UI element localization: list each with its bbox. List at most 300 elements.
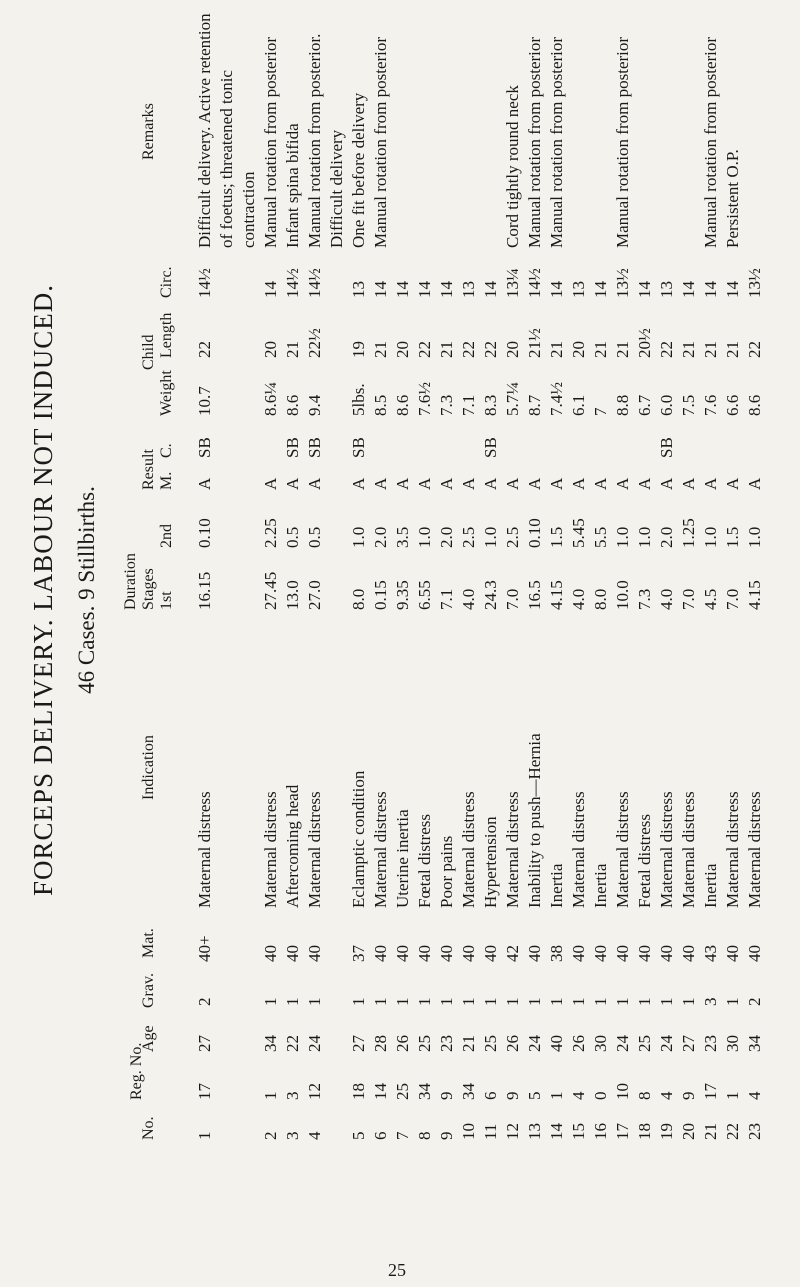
- cell-result-c: SB: [349, 437, 368, 458]
- cell-result-m: A: [525, 477, 544, 490]
- cell-no: 11: [481, 1123, 500, 1140]
- cell-mat: 37: [349, 945, 368, 962]
- cell-circ: 14: [723, 281, 742, 298]
- cell-result-c: SB: [283, 437, 302, 458]
- cell-no: 23: [745, 1123, 764, 1140]
- cell-no: 21: [701, 1123, 720, 1140]
- cell-stage1: 8.0: [591, 588, 610, 610]
- cell-no: 17: [613, 1123, 632, 1140]
- cell-age: 23: [701, 1035, 720, 1052]
- cell-result-m: A: [437, 477, 456, 490]
- cell-stage2: 1.0: [349, 526, 368, 548]
- cell-length: 20: [503, 341, 522, 358]
- cell-weight: 7.1: [459, 394, 478, 416]
- cell-mat: 43: [701, 945, 720, 962]
- cell-stage1: 7.3: [635, 588, 654, 610]
- cell-no: 18: [635, 1123, 654, 1140]
- cell-mat: 40: [415, 945, 434, 962]
- cell-length: 21½: [525, 328, 544, 358]
- cell-length: 21: [613, 341, 632, 358]
- cell-grav: 1: [261, 997, 280, 1006]
- cell-mat: 40: [481, 945, 500, 962]
- header-weight: Weight: [158, 370, 175, 416]
- cell-stage2: 2.5: [459, 526, 478, 548]
- cell-reg: 25: [393, 1083, 412, 1100]
- cell-stage2: 1.0: [635, 526, 654, 548]
- cell-reg: 9: [437, 1091, 456, 1100]
- cell-grav: 1: [349, 997, 368, 1006]
- cell-no: 13: [525, 1123, 544, 1140]
- cell-circ: 14: [415, 281, 434, 298]
- header-c: C.: [158, 443, 175, 458]
- cell-circ: 13: [657, 281, 676, 298]
- cell-length: 20: [569, 341, 588, 358]
- cell-reg: 3: [283, 1091, 302, 1100]
- cell-weight: 7.6: [701, 394, 720, 416]
- cell-grav: 1: [283, 997, 302, 1006]
- cell-no: 14: [547, 1123, 566, 1140]
- cell-result-m: A: [635, 477, 654, 490]
- cell-stage1: 16.5: [525, 580, 544, 610]
- cell-age: 25: [415, 1035, 434, 1052]
- table-row: [746, 20, 764, 1140]
- header-grav: Grav.: [140, 973, 157, 1008]
- cell-stage2: 2.0: [657, 526, 676, 548]
- table-row: [504, 20, 522, 1140]
- header-circ: Circ.: [158, 266, 175, 298]
- cell-circ: 14: [437, 281, 456, 298]
- cell-stage2: 0.10: [525, 518, 544, 548]
- cell-result-c: SB: [481, 437, 500, 458]
- cell-reg: 14: [371, 1083, 390, 1100]
- cell-remarks: One fit before delivery: [349, 92, 368, 248]
- cell-result-m: A: [261, 477, 280, 490]
- cell-mat: 40: [283, 945, 302, 962]
- cell-stage2: 0.5: [305, 526, 324, 548]
- cell-remarks: Manual rotation from posterior: [525, 36, 544, 248]
- cell-length: 21: [283, 341, 302, 358]
- cell-grav: 1: [591, 997, 610, 1006]
- cell-circ: 14: [547, 281, 566, 298]
- cell-length: 21: [547, 341, 566, 358]
- cell-length: 21: [679, 341, 698, 358]
- cell-stage1: 4.0: [657, 588, 676, 610]
- cell-age: 25: [635, 1035, 654, 1052]
- cell-weight: 7.4½: [547, 382, 566, 416]
- cell-stage2: 2.0: [437, 526, 456, 548]
- cell-age: 27: [679, 1035, 698, 1052]
- table-row: [306, 20, 324, 1140]
- cell-indication: Eclamptic condition: [349, 770, 368, 908]
- header-m: M.: [158, 471, 175, 490]
- cell-no: 16: [591, 1123, 610, 1140]
- cell-age: 26: [393, 1035, 412, 1052]
- table-row: [614, 20, 632, 1140]
- table-row: [350, 20, 368, 1140]
- cell-weight: 8.6: [283, 394, 302, 416]
- cell-circ: 14: [261, 281, 280, 298]
- cell-indication: Uterine inertia: [393, 809, 412, 908]
- cell-stage2: 3.5: [393, 526, 412, 548]
- cell-reg: 12: [305, 1083, 324, 1100]
- header-duration: Duration: [122, 553, 139, 610]
- cell-no: 3: [283, 1131, 302, 1140]
- table-row: [482, 20, 500, 1140]
- cell-stage2: 5.45: [569, 518, 588, 548]
- cell-stage1: 27.45: [261, 571, 280, 610]
- cell-weight: 8.8: [613, 394, 632, 416]
- table-row: [702, 20, 720, 1140]
- cell-stage1: 7.0: [503, 588, 522, 610]
- cell-weight: 6.1: [569, 394, 588, 416]
- cell-no: 5: [349, 1131, 368, 1140]
- cell-grav: 1: [437, 997, 456, 1006]
- cell-result-m: A: [723, 477, 742, 490]
- cell-mat: 38: [547, 945, 566, 962]
- cell-reg: 0: [591, 1091, 610, 1100]
- cell-indication: Aftercoming head: [283, 784, 302, 908]
- page-number: 25: [388, 1260, 406, 1280]
- cell-indication: Maternal distress: [261, 791, 280, 908]
- cell-grav: 1: [393, 997, 412, 1006]
- cell-reg: 17: [701, 1083, 720, 1100]
- cell-stage2: 1.0: [745, 526, 764, 548]
- cell-circ: 14: [371, 281, 390, 298]
- cell-result-m: A: [569, 477, 588, 490]
- cell-stage1: 8.0: [349, 588, 368, 610]
- cell-weight: 6.0: [657, 394, 676, 416]
- cell-result-c: SB: [195, 437, 214, 458]
- cell-length: 20: [393, 341, 412, 358]
- cell-remarks: Cord tightly round neck: [503, 85, 522, 248]
- cell-result-m: A: [657, 477, 676, 490]
- cell-grav: 1: [481, 997, 500, 1006]
- cell-indication: Maternal distress: [305, 791, 324, 908]
- cell-age: 24: [525, 1035, 544, 1052]
- cell-mat: 40: [305, 945, 324, 962]
- cell-remarks: Manual rotation from posterior: [701, 36, 720, 248]
- header-stages: Stages: [140, 568, 157, 610]
- cell-no: 7: [393, 1131, 412, 1140]
- cell-stage1: 7.0: [679, 588, 698, 610]
- cell-circ: 13: [569, 281, 588, 298]
- cell-remarks: Manual rotation from posterior: [547, 36, 566, 248]
- cell-reg: 1: [547, 1091, 566, 1100]
- cell-weight: 7.6½: [415, 382, 434, 416]
- cell-weight: 8.6: [745, 394, 764, 416]
- cell-result-c: SB: [657, 437, 676, 458]
- cell-length: 21: [723, 341, 742, 358]
- cell-grav: 1: [679, 997, 698, 1006]
- cell-length: 22: [481, 341, 500, 358]
- cell-mat: 40: [261, 945, 280, 962]
- cell-weight: 9.4: [305, 394, 324, 416]
- cell-weight: 7: [591, 407, 610, 416]
- cell-age: 24: [657, 1035, 676, 1052]
- table-row: [195, 13, 214, 1140]
- cell-circ: 13: [349, 281, 368, 298]
- cell-weight: 10.7: [195, 386, 214, 416]
- cell-stage1: 7.0: [723, 588, 742, 610]
- cell-length: 22: [195, 341, 214, 358]
- cell-indication: Inertia: [701, 863, 720, 908]
- cell-age: 28: [371, 1035, 390, 1052]
- cell-reg: 4: [745, 1091, 764, 1100]
- cell-grav: 1: [569, 997, 588, 1006]
- table-row: [460, 20, 478, 1140]
- cell-age: 34: [745, 1035, 764, 1052]
- cell-result-m: A: [547, 477, 566, 490]
- header-indication: Indication: [140, 735, 157, 800]
- cell-age: 26: [503, 1035, 522, 1052]
- cell-grav: 1: [635, 997, 654, 1006]
- cell-no: 22: [723, 1123, 742, 1140]
- cell-circ: 14: [393, 281, 412, 298]
- cell-circ: 14½: [525, 268, 544, 298]
- cell-no: 1: [195, 1131, 214, 1140]
- cell-indication: Inertia: [591, 863, 610, 908]
- cell-result-m: A: [393, 477, 412, 490]
- cell-weight: 8.6¼: [261, 382, 280, 416]
- cell-length: 22: [745, 341, 764, 358]
- header-first: 1st: [158, 591, 175, 610]
- cell-reg: 4: [657, 1091, 676, 1100]
- cell-stage2: 1.0: [415, 526, 434, 548]
- cell-reg: 6: [481, 1091, 500, 1100]
- cell-stage1: 4.0: [459, 588, 478, 610]
- cell-indication: Hypertension: [481, 816, 500, 908]
- cell-indication: Inertia: [547, 863, 566, 908]
- header-reg: Reg. No.: [128, 1042, 145, 1100]
- cell-result-m: A: [349, 477, 368, 490]
- cell-no: 10: [459, 1123, 478, 1140]
- cell-mat: 40: [459, 945, 478, 962]
- cell-grav: 1: [613, 997, 632, 1006]
- cell-length: 21: [591, 341, 610, 358]
- cell-weight: 5.7¼: [503, 382, 522, 416]
- cell-age: 23: [437, 1035, 456, 1052]
- cell-mat: 40: [569, 945, 588, 962]
- cell-grav: 1: [547, 997, 566, 1006]
- cell-grav: 1: [415, 997, 434, 1006]
- cell-no: 19: [657, 1123, 676, 1140]
- cell-grav: 1: [371, 997, 390, 1006]
- cell-weight: 7.3: [437, 394, 456, 416]
- cell-reg: 8: [635, 1091, 654, 1100]
- cell-reg: 34: [459, 1083, 478, 1100]
- cell-age: 34: [261, 1035, 280, 1052]
- cell-mat: 40+: [195, 935, 214, 962]
- cell-no: 8: [415, 1131, 434, 1140]
- table-row: [680, 20, 698, 1140]
- table-row: [570, 20, 588, 1140]
- cell-remarks: Persistent O.P.: [723, 149, 742, 248]
- cell-grav: 1: [459, 997, 478, 1006]
- cell-grav: 2: [195, 997, 214, 1006]
- table-row: [658, 20, 676, 1140]
- cell-age: 21: [459, 1035, 478, 1052]
- cell-reg: 4: [569, 1091, 588, 1100]
- cell-stage2: 1.5: [723, 526, 742, 548]
- cell-age: 40: [547, 1035, 566, 1052]
- cell-length: 19: [349, 341, 368, 358]
- cell-result-m: A: [701, 477, 720, 490]
- cell-length: 20: [261, 341, 280, 358]
- cell-grav: 1: [305, 997, 324, 1006]
- cell-result-c: SB: [305, 437, 324, 458]
- cell-stage1: 27.0: [305, 580, 324, 610]
- cell-circ: 13½: [745, 268, 764, 298]
- table-row: [526, 20, 544, 1140]
- cell-grav: 1: [657, 997, 676, 1006]
- header-remarks: Remarks: [140, 103, 157, 160]
- cell-stage1: 4.0: [569, 588, 588, 610]
- table-row: [724, 20, 742, 1140]
- cell-circ: 14: [701, 281, 720, 298]
- cell-circ: 14: [591, 281, 610, 298]
- cell-length: 22: [459, 341, 478, 358]
- cell-reg: 5: [525, 1091, 544, 1100]
- table-row: [218, 20, 236, 1140]
- cell-indication: Maternal distress: [613, 791, 632, 908]
- cell-circ: 14½: [305, 268, 324, 298]
- page-subtitle: 46 Cases. 9 Stillbirths.: [74, 486, 99, 694]
- cell-stage2: 2.5: [503, 526, 522, 548]
- cell-reg: 1: [261, 1091, 280, 1100]
- cell-stage2: 1.0: [481, 526, 500, 548]
- cell-stage1: 13.0: [283, 580, 302, 610]
- cell-stage1: 24.3: [481, 580, 500, 610]
- cell-stage2: 5.5: [591, 526, 610, 548]
- cell-stage1: 4.15: [745, 580, 764, 610]
- cell-age: 27: [349, 1035, 368, 1052]
- cell-stage2: 1.0: [701, 526, 720, 548]
- cell-weight: 8.3: [481, 394, 500, 416]
- cell-result-m: A: [371, 477, 390, 490]
- cell-grav: 1: [723, 997, 742, 1006]
- cell-stage2: 0.5: [283, 526, 302, 548]
- cell-indication: Maternal distress: [723, 791, 742, 908]
- table-row: [262, 20, 280, 1140]
- cell-weight: 8.6: [393, 394, 412, 416]
- cell-result-m: A: [591, 477, 610, 490]
- cell-result-m: A: [503, 477, 522, 490]
- header-age: Age: [140, 1025, 157, 1052]
- cell-age: 30: [723, 1035, 742, 1052]
- cell-indication: Fœtal distress: [415, 814, 434, 908]
- cell-no: 6: [371, 1131, 390, 1140]
- cell-indication: Poor pains: [437, 835, 456, 908]
- cell-age: 25: [481, 1035, 500, 1052]
- cell-no: 2: [261, 1131, 280, 1140]
- cell-indication: Maternal distress: [657, 791, 676, 908]
- table-row: [240, 20, 258, 1140]
- cell-reg: 1: [723, 1091, 742, 1100]
- cell-result-m: A: [305, 477, 324, 490]
- cell-indication: Fœtal distress: [635, 814, 654, 908]
- cell-weight: 8.5: [371, 394, 390, 416]
- cell-circ: 13½: [613, 268, 632, 298]
- table-row: [636, 20, 654, 1140]
- table-row: [372, 20, 390, 1140]
- cell-result-m: A: [745, 477, 764, 490]
- cell-stage2: 1.5: [547, 526, 566, 548]
- cell-length: 22½: [305, 328, 324, 358]
- cell-mat: 40: [745, 945, 764, 962]
- cell-reg: 10: [613, 1083, 632, 1100]
- cell-stage2: 1.25: [679, 518, 698, 548]
- cell-mat: 40: [591, 945, 610, 962]
- cell-mat: 40: [657, 945, 676, 962]
- cell-remarks: Manual rotation from posterior.: [305, 33, 324, 248]
- cell-weight: 6.6: [723, 394, 742, 416]
- cell-age: 30: [591, 1035, 610, 1052]
- cell-mat: 40: [393, 945, 412, 962]
- cell-weight: 7.5: [679, 394, 698, 416]
- cell-remarks: Manual rotation from posterior: [613, 36, 632, 248]
- cell-circ: 14: [635, 281, 654, 298]
- cell-stage1: 0.15: [371, 580, 390, 610]
- cell-indication: Maternal distress: [569, 791, 588, 908]
- cell-result-m: A: [459, 477, 478, 490]
- cell-mat: 40: [437, 945, 456, 962]
- cell-stage1: 4.5: [701, 588, 720, 610]
- cell-mat: 40: [679, 945, 698, 962]
- cell-weight: 8.7: [525, 394, 544, 416]
- cell-remarks: Infant spina bifida: [283, 123, 302, 248]
- cell-stage1: 16.15: [195, 571, 214, 610]
- cell-stage2: 1.0: [613, 526, 632, 548]
- cell-circ: 13¼: [503, 268, 522, 298]
- cell-stage1: 4.15: [547, 580, 566, 610]
- cell-length: 22: [415, 341, 434, 358]
- cell-reg: 17: [195, 1083, 214, 1100]
- cell-stage1: 10.0: [613, 580, 632, 610]
- cell-length: 20½: [635, 328, 654, 358]
- cell-remarks: Manual rotation from posterior: [261, 36, 280, 248]
- cell-weight: 6.7: [635, 394, 654, 416]
- cell-circ: 13: [459, 281, 478, 298]
- cell-mat: 40: [723, 945, 742, 962]
- table-row: [284, 20, 302, 1140]
- cell-reg: 9: [679, 1091, 698, 1100]
- header-result: Result: [140, 449, 157, 490]
- header-mat: Mat.: [140, 928, 157, 958]
- cell-circ: 14: [481, 281, 500, 298]
- table-row: [592, 20, 610, 1140]
- cell-circ: 14½: [195, 268, 214, 298]
- cell-no: 4: [305, 1131, 324, 1140]
- cell-remarks: Difficult delivery. Active retention: [195, 13, 214, 248]
- cell-length: 21: [701, 341, 720, 358]
- cell-stage1: 9.35: [393, 580, 412, 610]
- cell-indication: Maternal distress: [503, 791, 522, 908]
- header-second: 2nd: [158, 524, 175, 548]
- cell-indication: Inability to push—Hernia: [525, 733, 544, 908]
- cell-no: 15: [569, 1123, 588, 1140]
- cell-remarks: contraction: [239, 171, 258, 248]
- cell-indication: Maternal distress: [679, 791, 698, 908]
- cell-result-m: A: [613, 477, 632, 490]
- cell-result-m: A: [195, 477, 214, 490]
- cell-stage2: 0.10: [195, 518, 214, 548]
- table-row: [394, 20, 412, 1140]
- cell-weight: 5lbs.: [349, 383, 368, 416]
- cell-indication: Maternal distress: [459, 791, 478, 908]
- cell-age: 24: [305, 1035, 324, 1052]
- table-row: [548, 20, 566, 1140]
- cell-mat: 40: [371, 945, 390, 962]
